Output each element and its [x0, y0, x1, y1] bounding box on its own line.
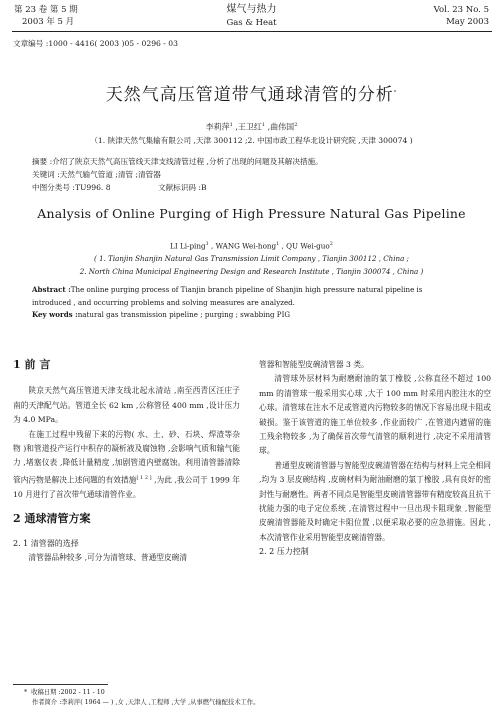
header-rule [12, 31, 492, 32]
footnote-received-text: 收稿日期 :2002 - 11 - 10 [31, 689, 105, 696]
footnote-received [24, 688, 105, 697]
reference-marker: [ 1 2 ] [136, 474, 152, 481]
abstract-en [32, 284, 477, 322]
title-cn [0, 80, 503, 105]
keywords-en-label: Key words : [32, 310, 78, 319]
left-paragraph-3: 清管器品种较多 ,可分为清管球、普通型皮碗清 [28, 553, 188, 563]
right-paragraph-0: 管器和智能型皮碗清管器 3 类。 [259, 360, 369, 369]
abstract-cn: 摘要 :介绍了陕京天然气高压管线天津支线清管过程 ,分析了出现的问题及其解决措施。 [32, 157, 323, 166]
section-1-title: 1 前 言 [13, 358, 51, 371]
class-number: 中图分类号 :TU996. 8 [32, 183, 111, 192]
title-footnote-mark: * [393, 89, 398, 96]
keywords-cn: 关键词 :天然气输气管道 ;清管 ;清管器 [32, 170, 161, 179]
affiliation-cn: （1. 陕津天然气集输有限公司 ,天津 300112 ;2. 中国市政工程华北设计研究院 ,天津 300074 ) [90, 136, 413, 145]
author-cn-2: ,王卫红 [232, 122, 262, 132]
author-cn-2-sup: 1 [261, 122, 266, 128]
article-number: 文章编号 :1000 - 4416( 2003 )05 - 0296 - 03 [13, 39, 178, 48]
title-cn-text: 天然气高压管道带气通球清管的分析 [105, 85, 394, 105]
author-en-1-sup: 1 [205, 241, 209, 247]
author-en-3-sup: 2 [329, 241, 333, 247]
authors-en [0, 239, 503, 251]
author-cn-1-sup: 1 [229, 122, 233, 128]
right-column [259, 358, 491, 560]
abstract-en-label: Abstract : [32, 285, 71, 294]
footnote-mark: * [24, 689, 28, 696]
right-paragraph-1: 清管球外层材料为耐磨耐油的氯丁橡胶 ,公称直径不超过 100 mm 的清管球一般采用实心球 ,大于 100 mm 时采用内腔注水的空心球。清管球在注水不足或管道内污物较多的情况下容易出现卡阻或破损。鉴于该管道的施工单位较多 ,作业面较广 ,在管道内遗留的施工残余物较多 ,为了确保首次带气清管的顺利进行 ,决定不采用清管球。 [259, 374, 491, 456]
keywords-en: natural gas transmission pipeline ; purging ; swabbing PIG [77, 310, 291, 319]
left-paragraph-1: 陕京天然气高压管道天津支线北起永清站 ,南至西青区汪庄子南的天津配气站。管道全长 62 km ,公称管径 400 mm ,设计压力为 4.0 MPa。 [13, 386, 240, 425]
issue-line: 第 23 卷 第 5 期 [14, 5, 78, 15]
author-en-1: LI Li-ping [170, 241, 206, 251]
footnote-author: 作者简介 :李莉萍( 1964 — ) ,女 ,天津人 ,工程师 ,大学 ,从事燃气输配技术工作。 [32, 699, 260, 706]
date-line: 2003 年 5 月 [22, 17, 75, 27]
subsection-2-1-title: 2. 1 清管器的选择 [13, 538, 79, 548]
author-cn-1: 李莉萍 [205, 122, 230, 132]
author-en-3: , QU Wei-guo [279, 241, 330, 251]
journal-name-en: Gas & Heat [226, 18, 277, 28]
authors-cn [0, 120, 503, 133]
author-en-2-sup: 1 [276, 241, 280, 247]
volume-line: Vol. 23 No. 5 [433, 5, 489, 15]
author-cn-3: ,曲伟国 [265, 122, 295, 132]
left-paragraph-2-b: ,为此 ,我公司于 1999 年 10 月进行了首次带气通球清管作业。 [13, 475, 240, 499]
document-code: 文献标识码 :B [158, 183, 207, 192]
left-paragraph-2 [13, 428, 240, 503]
journal-name-cn: 煤气与热力 [226, 4, 277, 15]
affiliation-en-1: ( 1. Tianjin Shanjin Natural Gas Transmission Limit Company , Tianjin 300112 , China ; [94, 254, 409, 263]
subsection-2-2-title: 2. 2 压力控制 [259, 547, 309, 557]
author-en-2: , WANG Wei-hong [208, 241, 277, 251]
footnote-rule [13, 684, 108, 685]
section-2-title: 2 通球清管方案 [13, 512, 91, 526]
abstract-en-line-1: The online purging process of Tianjin branch pipeline of Shanjin high pressure natural pipeline is [70, 285, 423, 294]
left-paragraph-2-a: 在施工过程中残留下来的污物( 水、土、砂、石块、焊渣等杂物 )和管道投产运行中积存的凝析液及腐蚀物 ,会影响气质和输气能力 ,堵塞仪表 ,降低计量精度 ,加剧管道内壁腐蚀。利用清管器清除管内污物是解决上述问题的有效措施 [13, 429, 240, 485]
right-paragraph-2: 普通型皮碗清管器与智能型皮碗清管器在结构与材料上完全相同 ,均为 3 层皮碗结构 ,皮碗材料为耐油耐磨的氯丁橡胶 ,具有良好的密封性与耐磨性。两者不同点是智能型皮碗清管器带有精度较高且抗干扰能力强的电子定位系统 ,在清管过程中一旦出现卡阻现象 ,智能型皮碗清管器能及时确定卡阻位置 ,以便采取必要的应急措施。因此 ,本次清管作业采用智能型皮碗清管器。 [259, 460, 491, 542]
author-cn-3-sup: 2 [294, 122, 298, 128]
title-en: Analysis of Online Purging of High Pressure Natural Gas Pipeline [37, 206, 466, 221]
affiliation-en-2: 2. North China Municipal Engineering Design and Research Institute , Tianjin 300074 , China ) [79, 267, 424, 276]
month-line: May 2003 [446, 17, 489, 27]
left-column [13, 358, 240, 565]
abstract-en-line-2: introduced , and occurring problems and solving measures are analyzed. [32, 297, 295, 307]
